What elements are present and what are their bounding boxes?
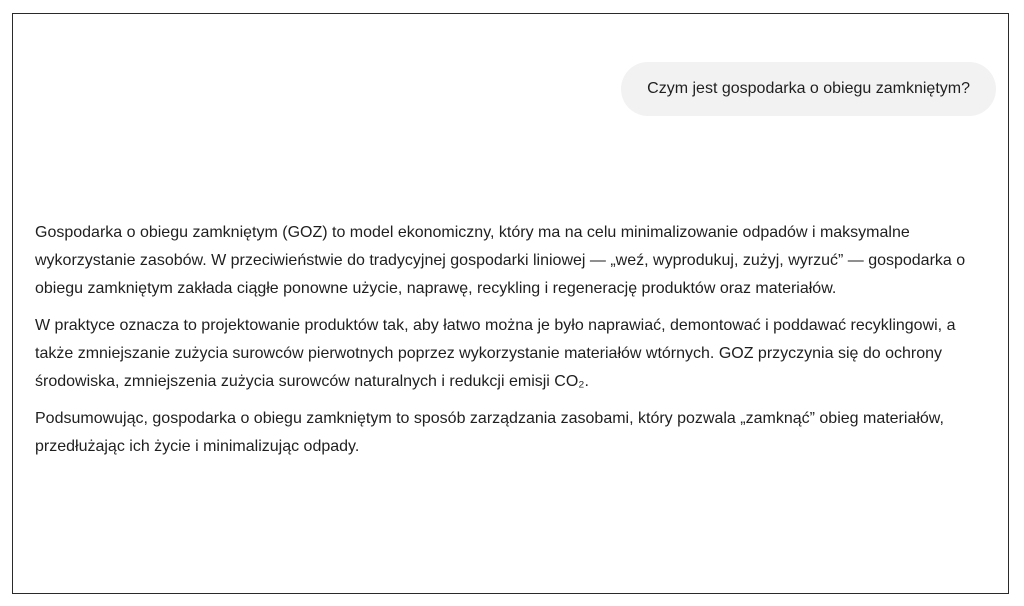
user-message-bubble: Czym jest gospodarka o obiegu zamkniętym? — [621, 62, 996, 116]
assistant-response — [35, 219, 985, 470]
chat-window — [12, 13, 1009, 594]
assistant-paragraph-3: Podsumowując, gospodarka o obiegu zamkniętym to sposób zarządzania zasobami, który pozwala „zamknąć” obieg materiałów, przedłużając ich życie i minimalizując odpady. — [35, 410, 944, 455]
assistant-paragraph-1: Gospodarka o obiegu zamkniętym (GOZ) to model ekonomiczny, który ma na celu minimalizowanie odpadów i maksymalne wykorzystanie zasobów. W przeciwieństwie do tradycyjnej gospodarki liniowej — „weź, wyprodukuj, zużyj, wyrzuć” — gospodarka o obiegu zamkniętym zakłada ciągłe ponowne użycie, naprawę, recykling i regenerację produktów oraz materiałów. — [35, 224, 966, 297]
assistant-paragraph-2: W praktyce oznacza to projektowanie produktów tak, aby łatwo można je było naprawiać, demontować i poddawać recyklingowi, a także zmniejszanie zużycia surowców pierwotnych poprzez wykorzystanie materiałów wtórnych. GOZ przyczynia się do ochrony środowiska, zmniejszenia zużycia surowców naturalnych i redukcji emisji CO₂. — [35, 317, 956, 390]
